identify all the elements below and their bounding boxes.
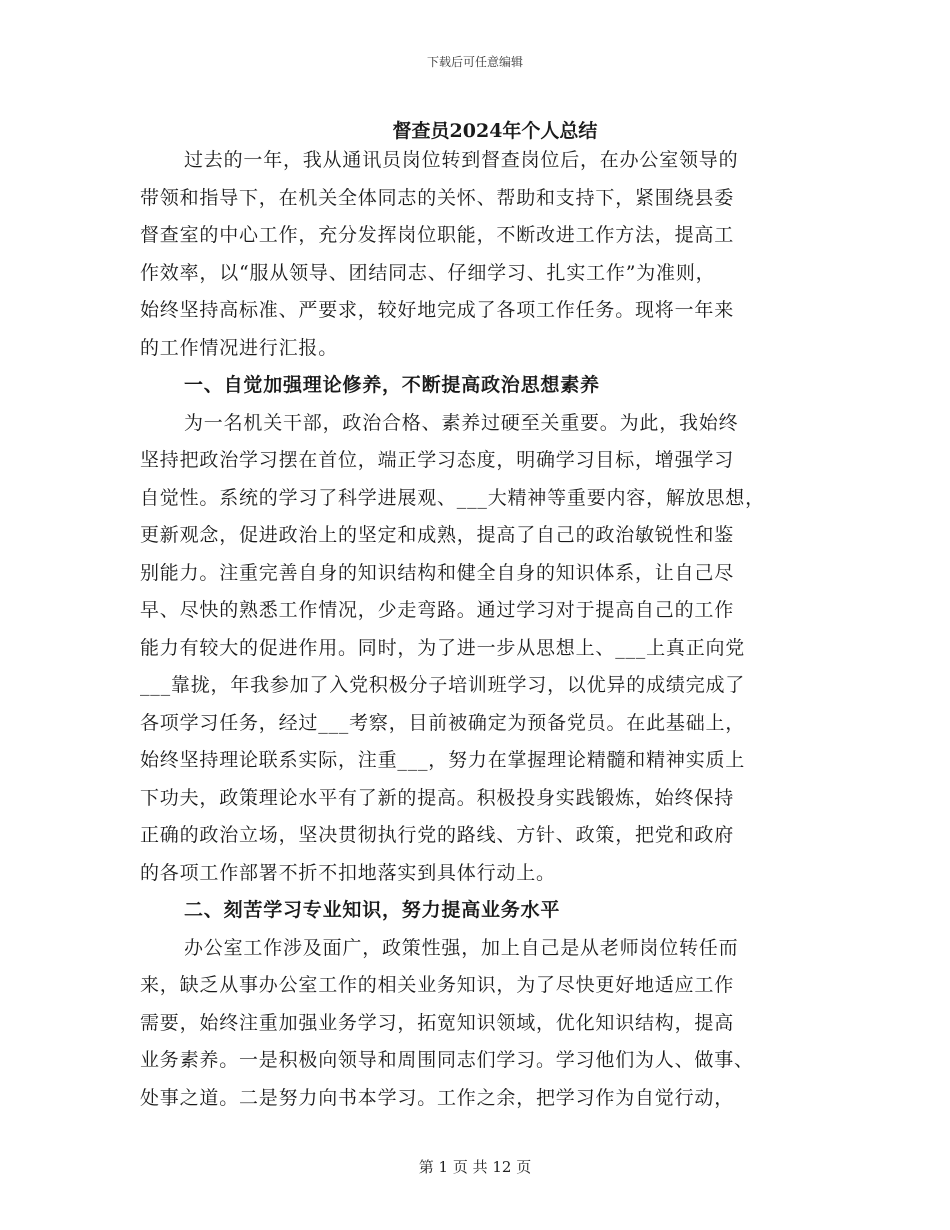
body-line: 为一名机关干部，政治合格、素养过硬至关重要。为此，我始终 <box>184 411 739 434</box>
body-line: 早、尽快的熟悉工作情况，少走弯路。通过学习对于提高自己的工作 <box>140 599 735 621</box>
body-line: 处事之道。二是努力向书本学习。工作之余，把学习作为自觉行动， <box>140 1086 735 1109</box>
body-line: 始终坚持理论联系实际，注重___，努力在掌握理论精髓和精神实质上 <box>140 749 746 771</box>
body-line: 督查室的中心工作，充分发挥岗位职能，不断改进工作方法，提高工 <box>140 224 735 246</box>
body-line: 的工作情况进行汇报。 <box>140 336 339 359</box>
body-line: 别能力。注重完善自身的知识结构和健全自身的知识体系，让自己尽 <box>140 561 735 584</box>
body-line: 各项学习任务，经过___考察，目前被确定为预备党员。在此基础上， <box>140 711 746 734</box>
body-line: 更新观念，促进政治上的坚定和成熟，提高了自己的政治敏锐性和鉴 <box>140 524 735 546</box>
body-line: 下功夫，政策理论水平有了新的提高。积极投身实践锻炼，始终保持 <box>140 786 735 809</box>
body-line: 自觉性。系统的学习了科学进展观、___大精神等重要内容，解放思想， <box>140 486 765 509</box>
body-line: 作效率，以“服从领导、团结同志、仔细学习、扎实工作”为准则， <box>140 261 716 284</box>
section-heading-1: 一、自觉加强理论修养，不断提高政治思想素养 <box>184 374 600 396</box>
body-line: 办公室工作涉及面广，政策性强，加上自己是从老师岗位转任而 <box>184 936 739 959</box>
body-line: 始终坚持高标准、严要求，较好地完成了各项工作任务。现将一年来 <box>140 299 735 321</box>
body-line: 过去的一年，我从通讯员岗位转到督查岗位后，在办公室领导的 <box>184 149 739 171</box>
body-line: 带领和指导下，在机关全体同志的关怀、帮助和支持下，紧围绕县委 <box>140 186 735 209</box>
body-line: 的各项工作部署不折不扣地落实到具体行动上。 <box>140 861 556 884</box>
page-header-note: 下载后可任意编辑 <box>426 55 523 69</box>
document-title: 督查员2024年个人总结 <box>392 120 598 142</box>
body-line: 业务素养。一是积极向领导和周围同志们学习。学习他们为人、做事、 <box>140 1049 754 1071</box>
document-body <box>140 142 808 1117</box>
body-line: 能力有较大的促进作用。同时，为了进一步从思想上、___上真正向党 <box>140 636 746 659</box>
body-line: 来，缺乏从事办公室工作的相关业务知识，为了尽快更好地适应工作 <box>140 974 735 996</box>
body-line: 需要，始终注重加强业务学习，拓宽知识领域，优化知识结构，提高 <box>140 1011 735 1034</box>
body-line: ___靠拢，年我参加了入党积极分子培训班学习，以优异的成绩完成了 <box>140 674 746 696</box>
page-number-footer: 第 1 页 共 12 页 <box>418 1158 532 1176</box>
section-heading-2: 二、刻苦学习专业知识，努力提高业务水平 <box>184 899 561 921</box>
body-line: 正确的政治立场，坚决贯彻执行党的路线、方针、政策，把党和政府 <box>140 824 735 846</box>
body-line: 坚持把政治学习摆在首位，端正学习态度，明确学习目标，增强学习 <box>140 449 735 471</box>
